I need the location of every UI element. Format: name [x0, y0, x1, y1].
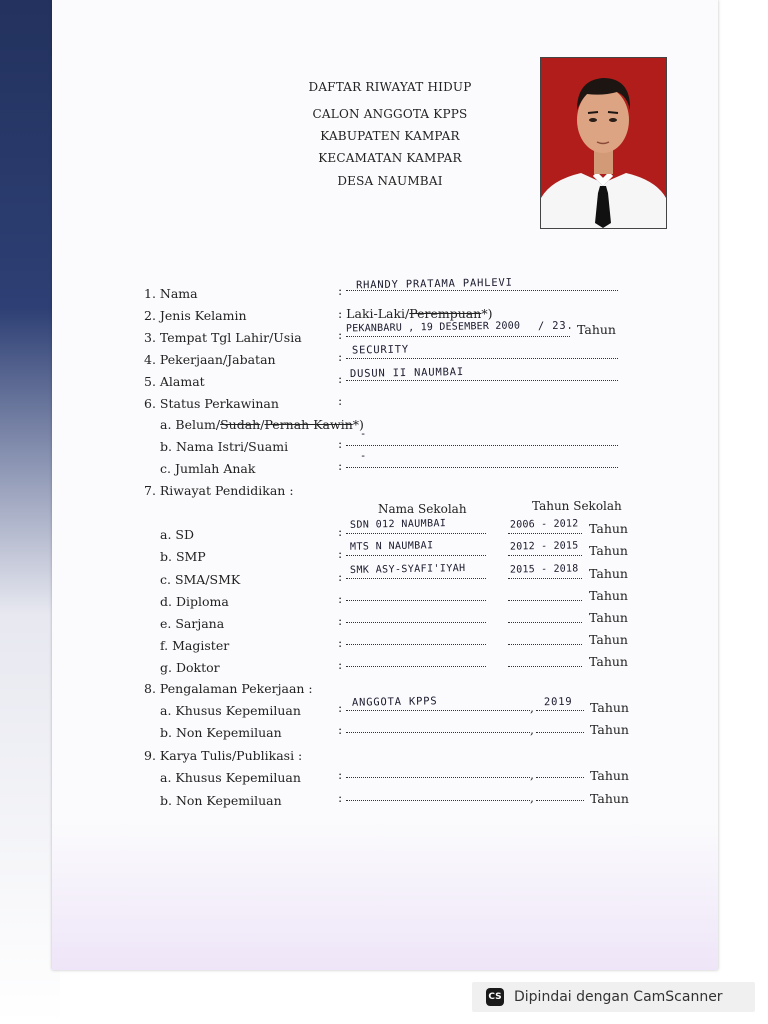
edu-colon: : — [338, 613, 343, 628]
edu-colon: : — [338, 635, 343, 650]
dotted-line — [508, 654, 582, 667]
dotted-line — [346, 765, 530, 778]
doc-subtitle: CALON ANGGOTA KPPS — [312, 107, 468, 121]
dotted-line — [536, 765, 584, 778]
label-pengalaman-khusus: a. Khusus Kepemiluan — [160, 703, 301, 718]
value-pengalaman-khusus: ANGGOTA KPPS — [351, 695, 438, 709]
value-alamat: DUSUN II NAUMBAI — [349, 366, 465, 380]
unit-tahun: Tahun — [577, 322, 616, 337]
dotted-line — [346, 588, 486, 601]
value-anak: - — [359, 449, 368, 463]
edu-school: SMK ASY-SYAFI'IYAH — [349, 562, 466, 577]
doc-desa: DESA NAUMBAI — [337, 174, 443, 188]
dotted-line — [536, 788, 584, 801]
edu-colon: : — [338, 591, 343, 606]
edu-colon: : — [338, 657, 343, 672]
edu-colon: : — [338, 569, 343, 584]
label-istri: b. Nama Istri/Suami — [160, 439, 289, 454]
edu-label: f. Magister — [160, 638, 230, 653]
value-nama: RHANDY PRATAMA PAHLEVI — [355, 276, 513, 292]
value-istri: - — [359, 427, 368, 441]
edu-label: g. Doktor — [160, 660, 220, 675]
label-karya-khusus: a. Khusus Kepemiluan — [160, 770, 301, 785]
dotted-line — [346, 433, 618, 446]
edu-colon: : — [338, 546, 343, 561]
dotted-line — [508, 610, 582, 623]
label-nama: 1. Nama — [144, 286, 198, 301]
label-pengalaman-non: b. Non Kepemiluan — [160, 725, 282, 740]
doc-kecamatan: KECAMATAN KAMPAR — [318, 151, 462, 165]
dotted-line — [346, 455, 618, 468]
label-pendidikan: 7. Riwayat Pendidikan : — [144, 483, 294, 498]
edu-label: e. Sarjana — [160, 616, 225, 631]
label-karya-non: b. Non Kepemiluan — [160, 793, 282, 808]
scanner-background — [0, 0, 60, 1024]
dotted-line — [346, 788, 530, 801]
camscanner-watermark — [472, 982, 755, 1012]
dotted-line — [508, 588, 582, 601]
label-alamat: 5. Alamat — [144, 374, 205, 389]
unit-tahun: Tahun — [589, 521, 628, 536]
doc-kabupaten: KABUPATEN KAMPAR — [320, 129, 460, 143]
dotted-line — [346, 610, 486, 623]
person-portrait-icon — [541, 58, 666, 228]
unit-tahun: Tahun — [589, 632, 628, 647]
edu-school: SDN 012 NAUMBAI — [349, 518, 447, 531]
unit-tahun: Tahun — [589, 543, 628, 558]
unit-tahun: Tahun — [589, 566, 628, 581]
edu-label: c. SMA/SMK — [160, 572, 241, 587]
col-nama-sekolah: Nama Sekolah — [378, 502, 467, 516]
dotted-line — [536, 720, 584, 733]
edu-years: 2012 - 2015 — [509, 540, 579, 553]
edu-label: b. SMP — [160, 549, 206, 564]
value-pekerjaan: SECURITY — [351, 343, 410, 357]
dotted-line — [346, 720, 530, 733]
value-status: a. Belum/Sudah/Pernah Kawin*) — [160, 417, 364, 432]
col-tahun-sekolah: Tahun Sekolah — [532, 499, 622, 513]
edu-years: 2006 - 2012 — [509, 518, 579, 531]
edu-label: a. SD — [160, 527, 194, 542]
edu-school: MTS N NAUMBAI — [349, 540, 434, 553]
profile-photo — [540, 57, 667, 229]
dotted-line — [508, 632, 582, 645]
edu-label: d. Diploma — [160, 594, 229, 609]
edu-years: 2015 - 2018 — [509, 563, 579, 576]
value-ttl: PEKANBARU , 19 DESEMBER 2000 — [345, 320, 521, 335]
dotted-line — [346, 654, 486, 667]
unit-tahun: Tahun — [589, 610, 628, 625]
value-usia: / 23. — [537, 319, 574, 333]
unit-tahun: Tahun — [589, 588, 628, 603]
dotted-line — [346, 632, 486, 645]
camscanner-text: Dipindai dengan CamScanner — [514, 989, 723, 1005]
unit-tahun: Tahun — [589, 654, 628, 669]
label-ttl: 3. Tempat Tgl Lahir/Usia — [144, 330, 302, 345]
value-pengalaman-tahun: 2019 — [543, 695, 573, 709]
label-pengalaman: 8. Pengalaman Pekerjaan : — [144, 681, 313, 696]
edu-colon: : — [338, 524, 343, 539]
label-pekerjaan: 4. Pekerjaan/Jabatan — [144, 352, 276, 367]
label-anak: c. Jumlah Anak — [160, 461, 256, 476]
doc-title: DAFTAR RIWAYAT HIDUP — [308, 80, 472, 94]
page-shadow — [52, 820, 718, 970]
label-status: 6. Status Perkawinan — [144, 396, 279, 411]
camscanner-logo-icon: CS — [486, 988, 504, 1006]
value-jenis-kelamin: : Laki-Laki/Perempuan*) — [338, 306, 493, 321]
label-karya: 9. Karya Tulis/Publikasi : — [144, 748, 303, 763]
label-jenis-kelamin: 2. Jenis Kelamin — [144, 308, 247, 323]
